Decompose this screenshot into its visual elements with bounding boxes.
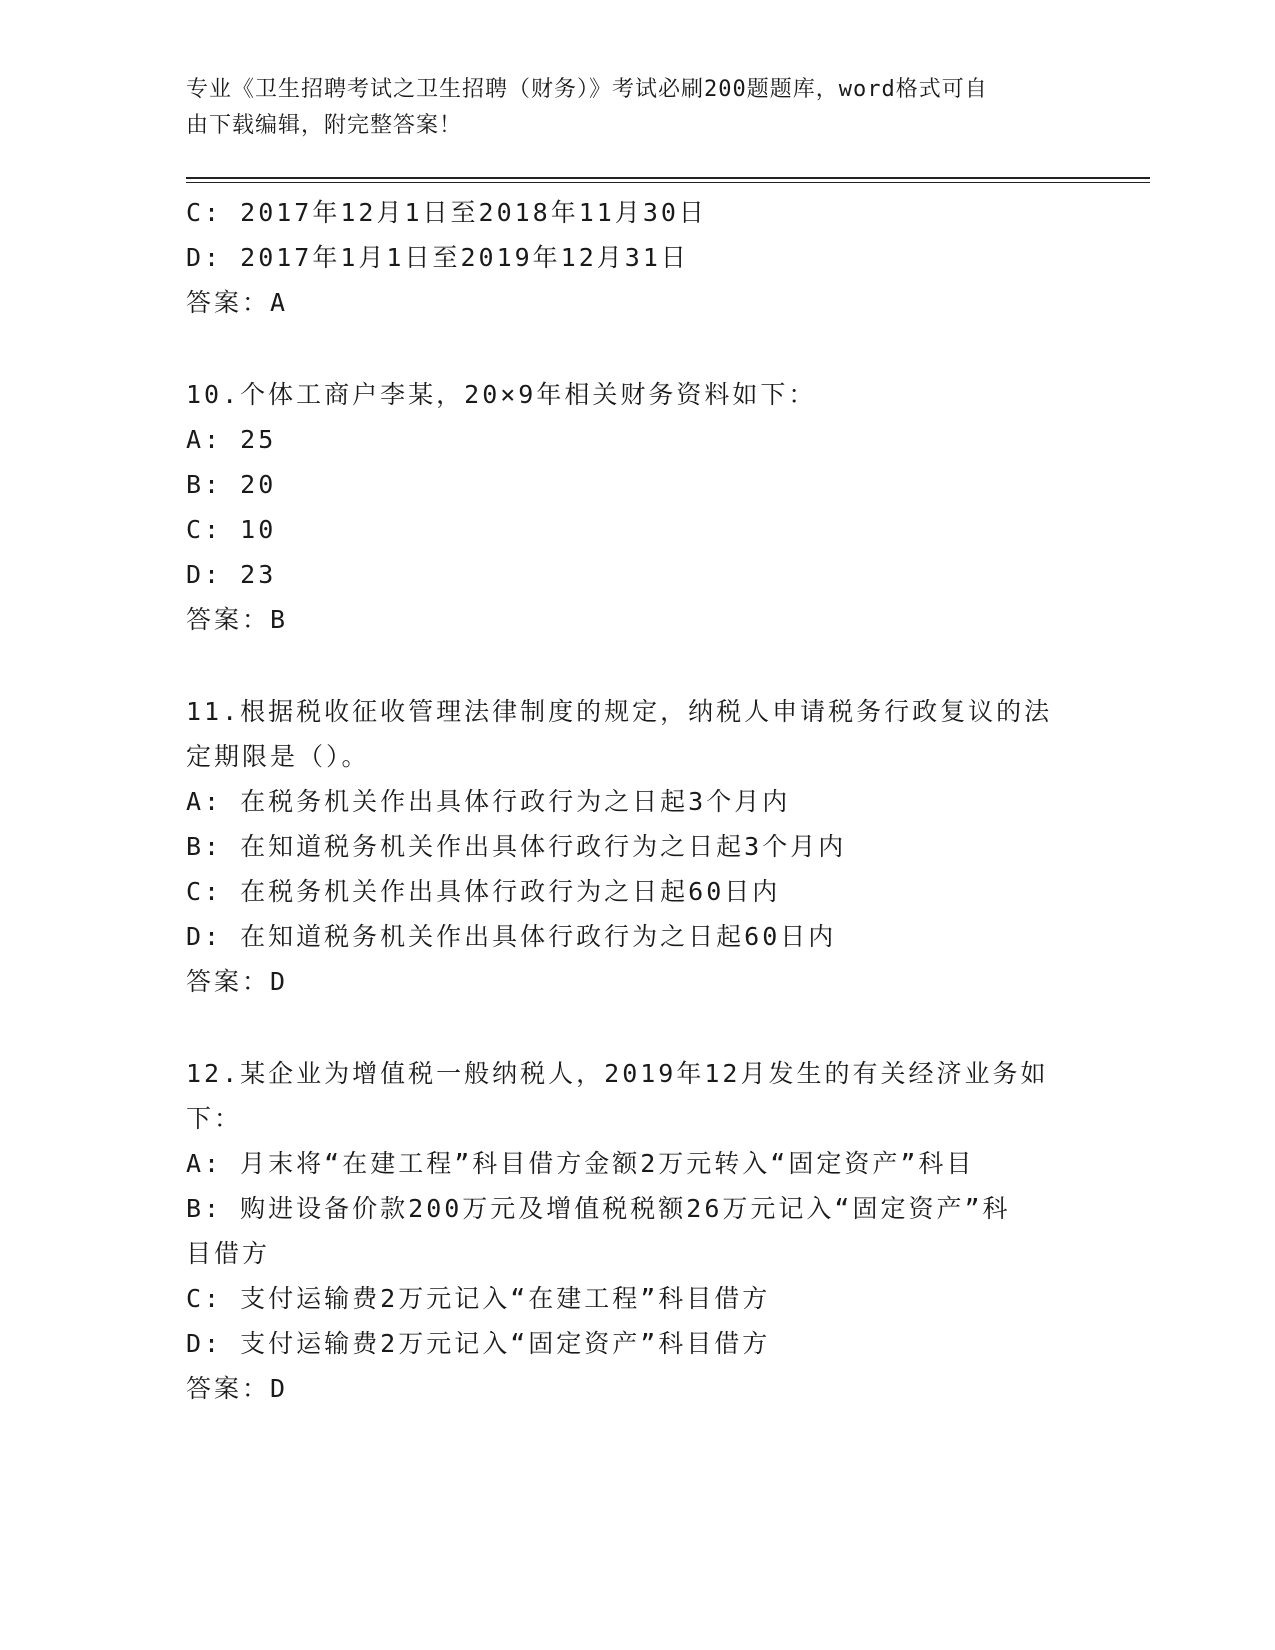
spacer xyxy=(186,1004,1086,1051)
question-10 xyxy=(186,372,1086,642)
option-d: D: 在知道税务机关作出具体行政行为之日起60日内 xyxy=(186,922,837,951)
option-c: C: 10 xyxy=(186,515,277,544)
option-c: C: 2017年12月1日至2018年11月30日 xyxy=(186,198,707,227)
option-b-line-2: 目借方 xyxy=(186,1239,271,1268)
question-stem-line-2: 定期限是（）。 xyxy=(186,742,370,771)
option-a: A: 在税务机关作出具体行政行为之日起3个月内 xyxy=(186,787,791,816)
question-list xyxy=(186,190,1086,1411)
header-divider-thick xyxy=(186,177,1150,179)
question-stem: 10.个体工商户李某，20×9年相关财务资料如下： xyxy=(186,380,817,409)
option-d: D: 支付运输费2万元记入“固定资产”科目借方 xyxy=(186,1329,771,1358)
answer: 答案：D xyxy=(186,1374,289,1403)
question-continued xyxy=(186,190,1086,325)
option-c: C: 支付运输费2万元记入“在建工程”科目借方 xyxy=(186,1284,771,1313)
question-stem-line-2: 下： xyxy=(186,1104,243,1133)
document-header xyxy=(186,72,1066,144)
question-11 xyxy=(186,689,1086,1004)
answer: 答案：A xyxy=(186,288,289,317)
option-d: D: 2017年1月1日至2019年12月31日 xyxy=(186,243,689,272)
header-line-2: 由下载编辑，附完整答案！ xyxy=(186,113,463,138)
option-b-line-1: B: 购进设备价款200万元及增值税税额26万元记入“固定资产”科 xyxy=(186,1194,1011,1223)
header-divider-thin xyxy=(186,182,1150,183)
question-stem-line-1: 11.根据税收征收管理法律制度的规定，纳税人申请税务行政复议的法 xyxy=(186,697,1053,726)
option-b: B: 20 xyxy=(186,470,277,499)
header-line-1: 专业《卫生招聘考试之卫生招聘（财务）》考试必刷200题题库，word格式可自 xyxy=(186,77,988,102)
spacer xyxy=(186,642,1086,689)
spacer xyxy=(186,325,1086,372)
option-a: A: 25 xyxy=(186,425,277,454)
answer: 答案：B xyxy=(186,605,289,634)
option-b: B: 在知道税务机关作出具体行政行为之日起3个月内 xyxy=(186,832,847,861)
option-c: C: 在税务机关作出具体行政行为之日起60日内 xyxy=(186,877,781,906)
question-12 xyxy=(186,1051,1086,1411)
option-a: A: 月末将“在建工程”科目借方金额2万元转入“固定资产”科目 xyxy=(186,1149,975,1178)
question-stem-line-1: 12.某企业为增值税一般纳税人，2019年12月发生的有关经济业务如 xyxy=(186,1059,1049,1088)
answer: 答案：D xyxy=(186,967,289,996)
option-d: D: 23 xyxy=(186,560,277,589)
